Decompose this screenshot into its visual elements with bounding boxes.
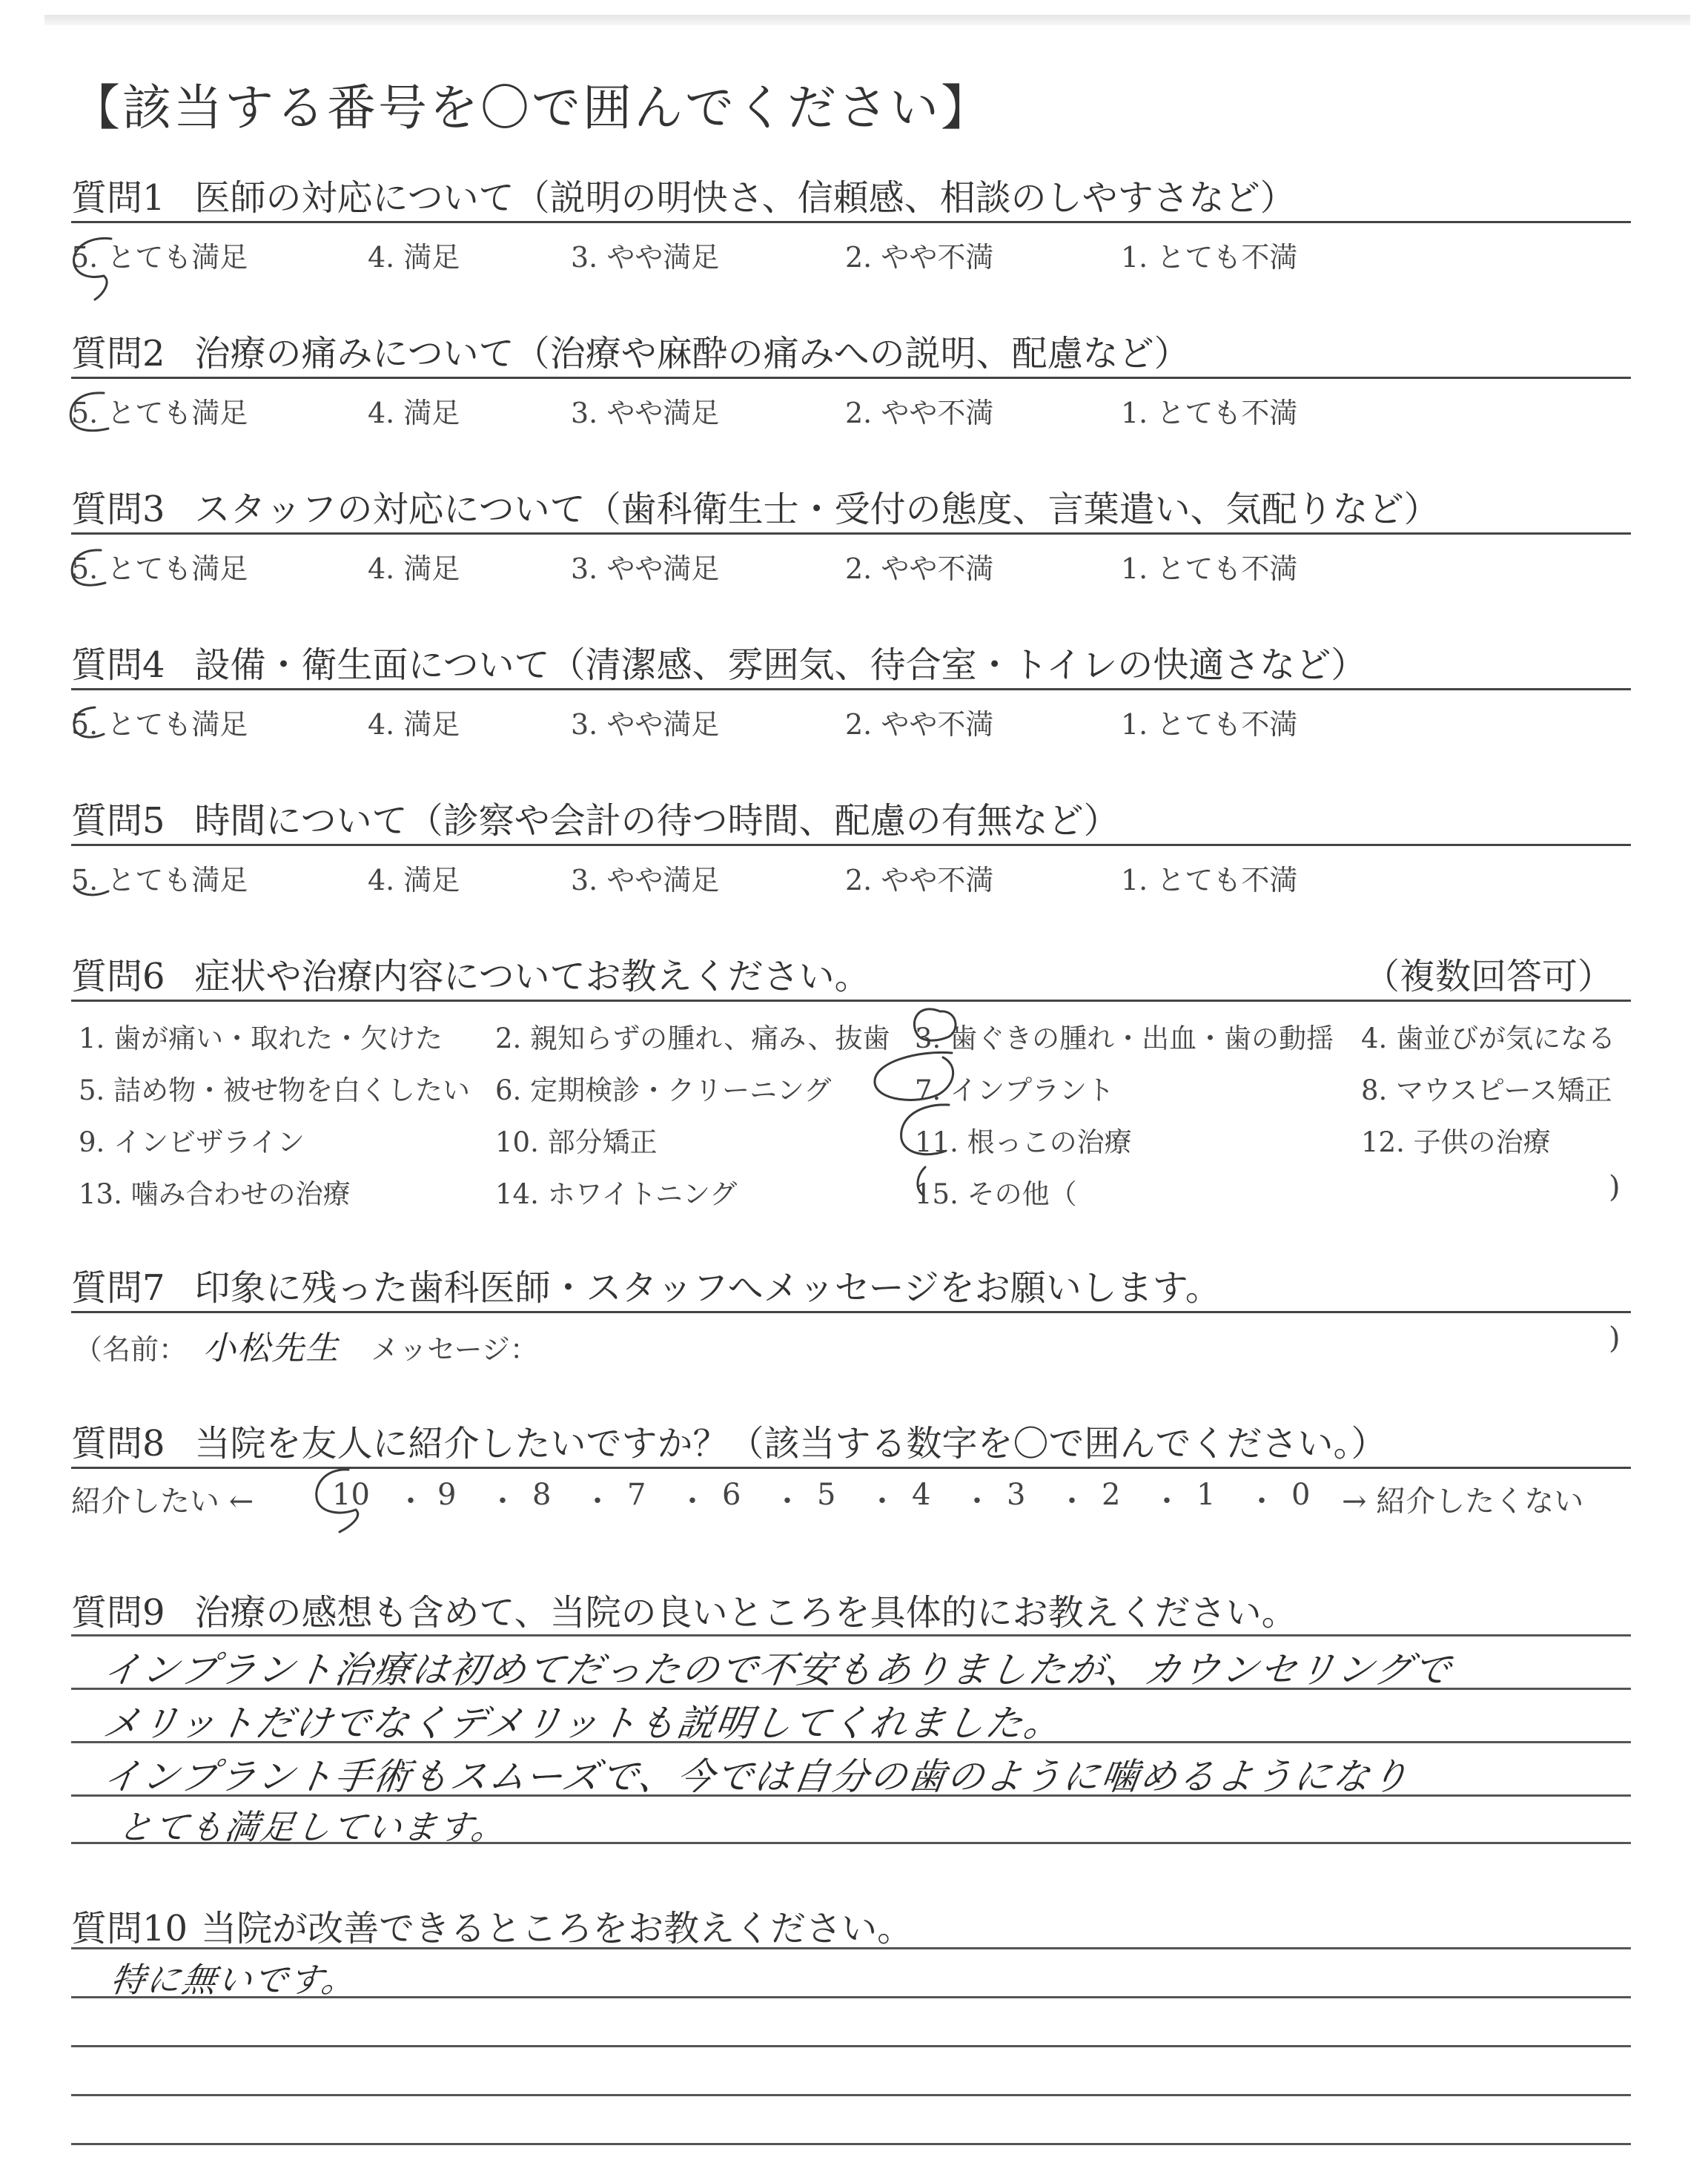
q4-option-2[interactable]: 2. やや不満 [845,708,994,741]
q1-option-4[interactable]: 4. 満足 [368,241,460,274]
question-2 [71,325,1190,376]
handwritten-name: 小松先生 [203,1330,340,1367]
scale-dot: ・ [488,1484,517,1519]
q1-option-3[interactable]: 3. やや満足 [571,241,720,274]
scale-dot: ・ [583,1484,612,1519]
improvement-answer: 特に無いです。 [107,1960,360,2000]
question-6 [71,948,870,999]
q3-option-3[interactable]: 3. やや満足 [571,552,720,585]
writing-line [71,1634,1631,1636]
writing-line [71,1947,1631,1949]
scale-4[interactable]: 4 [912,1478,931,1512]
question-10 [71,1900,913,1951]
q3-option-4[interactable]: 4. 満足 [368,552,460,585]
rule [71,377,1631,379]
rule [71,1311,1631,1313]
q1-option-2[interactable]: 2. やや不満 [845,241,994,274]
name-label: （名前： [74,1333,188,1366]
question-number: 質問5 [71,800,165,842]
question-9 [71,1584,1297,1635]
answer-line-2: メリットだけでなくデメリットも説明してくれました。 [100,1702,1066,1745]
rule [71,532,1631,535]
q1-option-5[interactable]: 5. とても満足 [71,241,248,274]
q6-option-10[interactable]: 10. 部分矯正 [495,1126,658,1158]
scale-7[interactable]: 7 [627,1478,646,1512]
scale-dot: ・ [1152,1484,1182,1519]
scale-5[interactable]: 5 [817,1478,836,1512]
answer-line-3: インプラント手術もスムーズで、今では自分の歯のように噛めるようになり [100,1755,1413,1798]
question-number: 質問7 [71,1267,165,1309]
question-number: 質問10 [71,1908,188,1949]
q6-option-6[interactable]: 6. 定期検診・クリーニング [495,1074,832,1106]
question-8 [71,1415,1387,1466]
scale-left-label: 紹介したい ← [71,1484,254,1519]
scale-dot: ・ [867,1484,897,1519]
scale-6[interactable]: 6 [722,1478,741,1512]
q5-option-3[interactable]: 3. やや満足 [571,864,720,896]
scale-10[interactable]: 10 [332,1478,370,1512]
q6-option-3[interactable]: 3. 歯ぐきの腫れ・出血・歯の動揺 [915,1023,1334,1054]
other-close-paren: ) [1609,1170,1621,1204]
question-text: 治療の感想も含めて、当院の良いところを具体的にお教えください。 [194,1592,1297,1634]
q2-option-4[interactable]: 4. 満足 [368,397,460,429]
q1-option-1[interactable]: 1. とても不満 [1121,241,1298,274]
question-7 [71,1259,1221,1310]
rule [71,1000,1631,1002]
q5-option-2[interactable]: 2. やや不満 [845,864,994,896]
q6-option-8[interactable]: 8. マウスピース矯正 [1361,1074,1612,1106]
question-text: 症状や治療内容についてお教えください。 [194,956,870,997]
q5-option-4[interactable]: 4. 満足 [368,864,460,896]
writing-line [71,2045,1631,2047]
question-text: 当院を友人に紹介したいですか？（該当する数字を〇で囲んでください。） [194,1423,1387,1464]
q5-option-5[interactable]: 5. とても満足 [71,864,248,896]
question-text: 医師の対応について（説明の明快さ、信頼感、相談のしやすさなど） [194,177,1296,219]
rule [71,844,1631,846]
question-3 [71,480,1440,532]
q4-option-1[interactable]: 1. とても不満 [1121,708,1298,741]
q6-option-4[interactable]: 4. 歯並びが気になる [1361,1023,1616,1054]
q3-option-2[interactable]: 2. やや不満 [845,552,994,585]
q2-option-3[interactable]: 3. やや満足 [571,397,720,429]
q6-option-7[interactable]: 7. インプラント [915,1074,1115,1106]
q6-option-2[interactable]: 2. 親知らずの腫れ、痛み、抜歯 [495,1023,890,1054]
question-text: 時間について（診察や会計の待つ時間、配慮の有無など） [194,800,1119,842]
question-number: 質問6 [71,956,165,997]
answer-line-1: インプラント治療は初めてだったので不安もありましたが、カウンセリングで [100,1648,1455,1691]
q6-option-15[interactable]: 15. その他（ [915,1178,1077,1210]
q6-option-14[interactable]: 14. ホワイトニング [495,1178,738,1210]
question-text: 印象に残った歯科医師・スタッフへメッセージをお願いします。 [194,1267,1221,1309]
multiple-answers-note: （複数回答可） [1363,956,1613,997]
q5-option-1[interactable]: 1. とても不満 [1121,864,1298,896]
q2-option-2[interactable]: 2. やや不満 [845,397,994,429]
message-close-paren: ) [1609,1321,1621,1355]
scale-9[interactable]: 9 [437,1478,457,1512]
scale-dot: ・ [962,1484,992,1519]
q3-option-5[interactable]: 5. とても満足 [71,552,248,585]
question-text: 当院が改善できるところをお教えください。 [201,1908,913,1949]
question-number: 質問3 [71,489,165,530]
message-line [74,1321,538,1369]
message-label: メッセージ： [371,1333,538,1366]
scale-dot: ・ [396,1484,426,1519]
scale-right-label: → 紹介したくない [1342,1484,1584,1519]
scale-0[interactable]: 0 [1291,1478,1311,1512]
q4-option-5[interactable]: 5. とても満足 [71,708,248,741]
scale-dot: ・ [1057,1484,1087,1519]
question-4 [71,636,1366,687]
writing-line [71,2094,1631,2096]
form-title: 【該当する番号を〇で囲んでください】 [71,79,992,136]
q2-option-5[interactable]: 5. とても満足 [71,397,248,429]
question-number: 質問4 [71,644,165,686]
q6-option-1[interactable]: 1. 歯が痛い・取れた・欠けた [79,1023,443,1054]
question-text: スタッフの対応について（歯科衛生士・受付の態度、言葉遣い、気配りなど） [194,489,1440,530]
q3-option-1[interactable]: 1. とても不満 [1121,552,1298,585]
question-number: 質問8 [71,1423,165,1464]
q6-option-11[interactable]: 11. 根っこの治療 [915,1126,1132,1158]
scale-dot: ・ [678,1484,707,1519]
answer-line-4: とても満足しています。 [115,1807,510,1847]
scale-1[interactable]: 1 [1196,1478,1216,1512]
scale-8[interactable]: 8 [532,1478,552,1512]
scale-dot: ・ [1247,1484,1277,1519]
q4-option-3[interactable]: 3. やや満足 [571,708,720,741]
q6-option-5[interactable]: 5. 詰め物・被せ物を白くしたい [79,1074,471,1106]
writing-line [71,2143,1631,2145]
q6-option-13[interactable]: 13. 噛み合わせの治療 [79,1178,351,1210]
scan-edge [44,15,1690,25]
scale-3[interactable]: 3 [1007,1478,1026,1512]
q4-option-4[interactable]: 4. 満足 [368,708,460,741]
question-5 [71,792,1119,843]
q6-option-12[interactable]: 12. 子供の治療 [1361,1126,1551,1158]
scale-2[interactable]: 2 [1102,1478,1121,1512]
question-number: 質問2 [71,333,165,374]
rule [71,688,1631,690]
question-text: 治療の痛みについて（治療や麻酔の痛みへの説明、配慮など） [194,333,1190,374]
question-text: 設備・衛生面について（清潔感、雰囲気、待合室・トイレの快適さなど） [194,644,1367,686]
question-number: 質問1 [71,177,165,219]
rule [71,221,1631,223]
question-1 [71,169,1296,220]
scale-dot: ・ [772,1484,802,1519]
q6-option-9[interactable]: 9. インビザライン [79,1126,305,1158]
question-number: 質問9 [71,1592,165,1634]
rule [71,1467,1631,1469]
q2-option-1[interactable]: 1. とても不満 [1121,397,1298,429]
